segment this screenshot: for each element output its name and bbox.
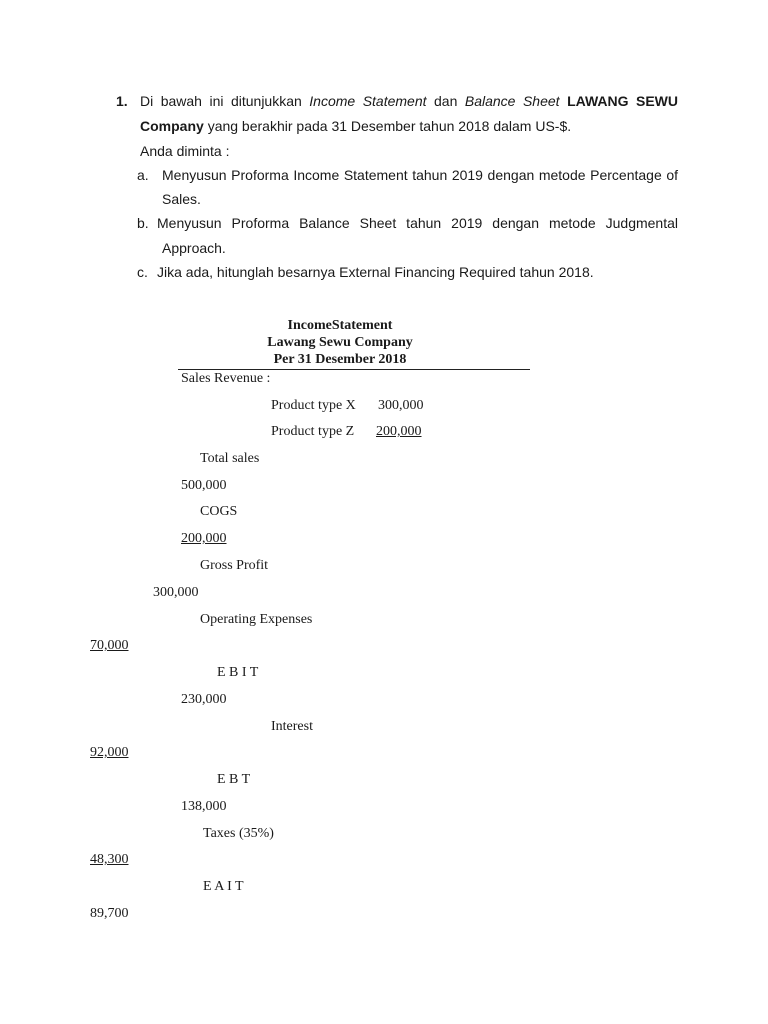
operating-expenses-value: 70,000	[90, 638, 129, 653]
question-line-2: Company yang berakhir pada 31 Desember tahun 2018 dalam US-$.	[140, 118, 572, 134]
statement-company: Lawang Sewu Company	[267, 335, 413, 350]
item-a-line-2: Sales.	[162, 191, 201, 207]
taxes-label: Taxes (35%)	[203, 826, 274, 841]
item-c-line-1: Jika ada, hitunglah besarnya External Financing Required tahun 2018.	[157, 264, 594, 280]
statement-title: IncomeStatement	[287, 318, 393, 333]
cogs-value: 200,000	[181, 531, 227, 546]
product-x-value: 300,000	[378, 398, 424, 413]
item-a-line-1: Menyusun Proforma Income Statement tahun 2019 dengan metode Percentage of	[162, 167, 678, 183]
eait-value: 89,700	[90, 906, 129, 921]
item-a-marker: a.	[137, 167, 149, 183]
eait-label: E A I T	[203, 879, 244, 894]
taxes-value: 48,300	[90, 852, 129, 867]
item-b-line-1: Menyusun Proforma Balance Sheet tahun 2019 dengan metode Judgmental	[157, 215, 678, 231]
ebit-value: 230,000	[181, 692, 227, 707]
item-c-marker: c.	[137, 264, 148, 280]
request-label: Anda diminta :	[140, 143, 230, 159]
interest-value: 92,000	[90, 745, 129, 760]
sales-revenue-label: Sales Revenue :	[181, 371, 271, 386]
product-z-label: Product type Z	[271, 424, 355, 439]
item-b-line-2: Approach.	[162, 240, 226, 256]
cogs-label: COGS	[200, 504, 238, 519]
product-x-label: Product type X	[271, 398, 356, 413]
total-sales-value: 500,000	[181, 478, 227, 493]
item-b-marker: b.	[137, 215, 149, 231]
product-z-value: 200,000	[376, 424, 422, 439]
total-sales-label: Total sales	[200, 451, 260, 466]
ebit-label: E B I T	[217, 665, 259, 680]
operating-expenses-label: Operating Expenses	[200, 612, 313, 627]
gross-profit-label: Gross Profit	[200, 558, 269, 573]
ebt-value: 138,000	[181, 799, 227, 814]
gross-profit-value: 300,000	[153, 585, 199, 600]
question-line-1: Di bawah ini ditunjukkan Income Statement dan Balance Sheet LAWANG SEWU	[140, 93, 678, 109]
interest-label: Interest	[271, 719, 313, 734]
question-number: 1.	[116, 93, 128, 109]
statement-period: Per 31 Desember 2018	[273, 352, 407, 367]
ebt-label: E B T	[217, 772, 251, 787]
